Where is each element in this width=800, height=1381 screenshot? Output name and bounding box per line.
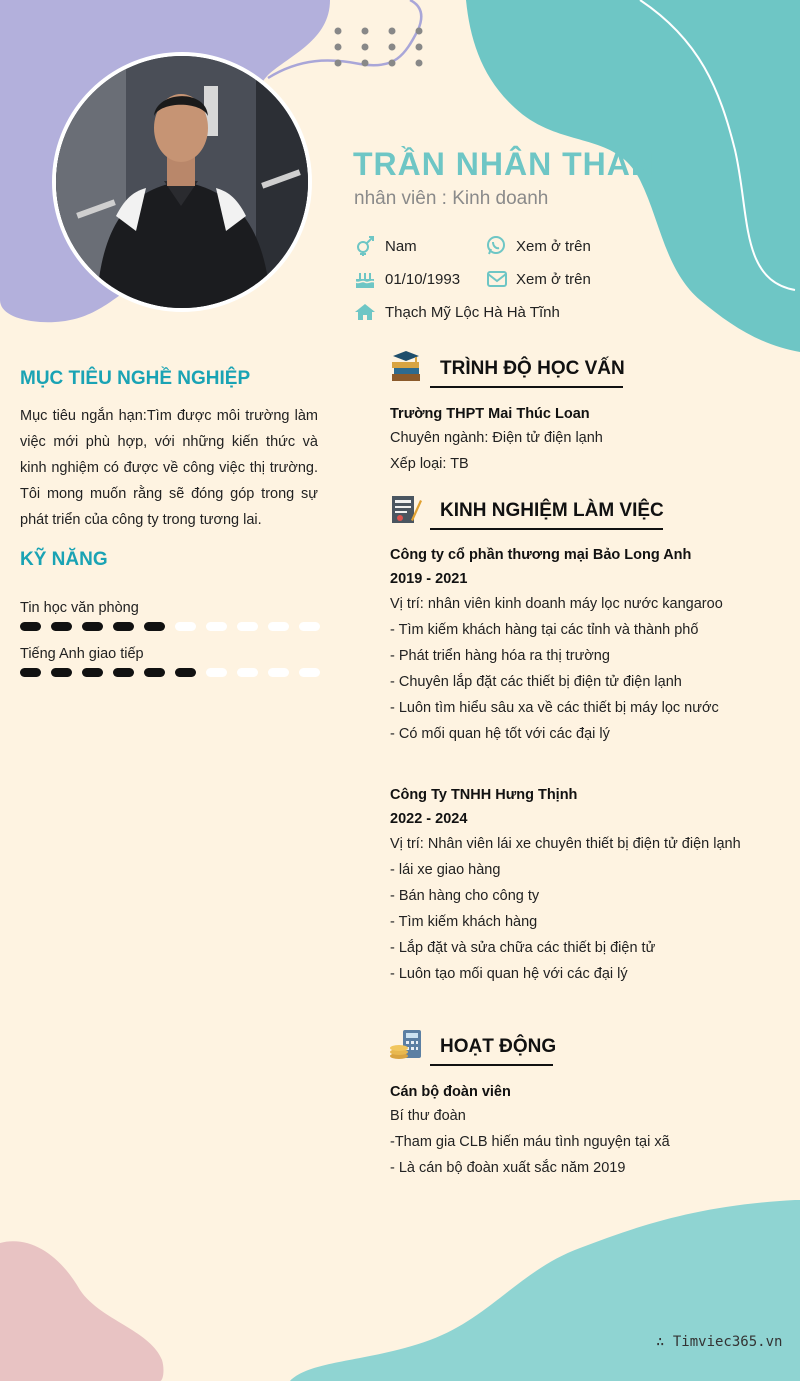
activities-heading: HOẠT ĐỘNG [440,1036,557,1057]
skill-dash-empty [237,668,258,677]
job-detail: - lái xe giao hàng [390,862,501,878]
mail-icon [486,269,508,289]
skill-dash-filled [144,622,165,631]
experience-underline [430,528,663,530]
skill-dash-empty [268,622,289,631]
skill-dash-filled [175,668,196,677]
skill-dash-filled [82,668,103,677]
job-detail: - Tìm kiếm khách hàng [390,914,538,930]
skills-heading: KỸ NĂNG [20,549,108,570]
skill-rating [20,668,320,678]
pink-blob [0,1241,163,1381]
skill-dash-empty [206,622,227,631]
job-detail: - Tìm kiếm khách hàng tại các tỉnh và thành phố [390,622,699,638]
skill-dash-empty [206,668,227,677]
experience-heading: KINH NGHIỆM LÀM VIỆC [440,500,664,521]
job-detail: - Luôn tìm hiểu sâu xa về các thiết bị máy lọc nước [390,700,719,716]
job-detail: - Phát triển hàng hóa ra thị trường [390,648,610,664]
job-company: Công ty cổ phần thương mại Bảo Long Anh [390,547,692,563]
skill-dash-empty [299,622,320,631]
skill-name: Tin học văn phòng [20,600,139,616]
skill-dash-filled [20,622,41,631]
activity-detail: Bí thư đoàn [390,1108,466,1124]
activities-underline [430,1064,553,1066]
skill-dash-filled [82,622,103,631]
candidate-position: nhân viên : Kinh doanh [354,188,549,209]
activities-coins-calculator-icon [389,1028,423,1062]
objective-text: Mục tiêu ngắn hạn:Tìm được môi trường làm việc mới phù hợp, với những kiến thức và kinh nghiệm có được về công việc thị trường. Tôi mong muốn rằng sẽ đóng góp trong sự phát triển của công ty trong tương lai. [20,408,318,528]
activity-detail: -Tham gia CLB hiến máu tình nguyện tại xã [390,1134,670,1150]
skill-dash-filled [113,622,134,631]
skill-dash-empty [175,622,196,631]
phone-value: Xem ở trên [516,238,591,255]
skill-dash-filled [51,668,72,677]
skill-dash-filled [20,668,41,677]
address-value: Thạch Mỹ Lộc Hà Hà Tĩnh [385,304,560,321]
education-underline [430,386,623,388]
home-icon [354,302,376,322]
job-period: 2022 - 2024 [390,811,468,827]
person-photo-illustration [56,56,308,308]
email-value: Xem ở trên [516,271,591,288]
skill-dash-filled [51,622,72,631]
job-detail: - Có mối quan hệ tốt với các đại lý [390,726,610,742]
skill-dash-filled [144,668,165,677]
candidate-name: TRẦN NHÂN THÂN [353,146,655,182]
activity-role: Cán bộ đoàn viên [390,1084,511,1100]
education-major: Chuyên ngành: Điện tử điện lạnh [390,430,603,446]
education-books-icon [389,350,423,384]
education-heading: TRÌNH ĐỘ HỌC VẤN [440,358,625,379]
gender-value: Nam [385,238,417,255]
skill-dash-empty [237,622,258,631]
education-grade: Xếp loại: TB [390,456,469,472]
job-detail: Vị trí: nhân viên kinh doanh máy lọc nước kangaroo [390,596,723,612]
job-detail: - Lắp đặt và sửa chữa các thiết bị điện tử [390,940,656,956]
objective-heading: MỤC TIÊU NGHỀ NGHIỆP [20,368,251,389]
birthday-value: 01/10/1993 [385,271,461,288]
skill-dash-empty [299,668,320,677]
job-company: Công Ty TNHH Hưng Thịnh [390,787,578,803]
job-detail: - Luôn tạo mối quan hệ với các đại lý [390,966,628,982]
school-name: Trường THPT Mai Thúc Loan [390,406,590,422]
phone-icon [486,236,508,256]
skill-dash-empty [268,668,289,677]
skill-rating [20,622,320,632]
skill-name: Tiếng Anh giao tiếp [20,646,144,662]
timviec365-watermark: ∴ Timviec365.vn [656,1334,783,1350]
gender-icon [354,236,376,256]
activity-detail: - Là cán bộ đoàn xuất sắc năm 2019 [390,1160,626,1176]
experience-document-icon [389,492,423,526]
teal-blob-bottom [290,1200,800,1381]
skill-dash-filled [113,668,134,677]
job-detail: - Chuyên lắp đặt các thiết bị điện tử điện lạnh [390,674,682,690]
avatar [52,52,312,312]
job-detail: Vị trí: Nhân viên lái xe chuyên thiết bị điện tử điện lạnh [390,836,741,852]
job-detail: - Bán hàng cho công ty [390,888,540,904]
cake-icon [354,269,376,289]
job-period: 2019 - 2021 [390,571,468,587]
